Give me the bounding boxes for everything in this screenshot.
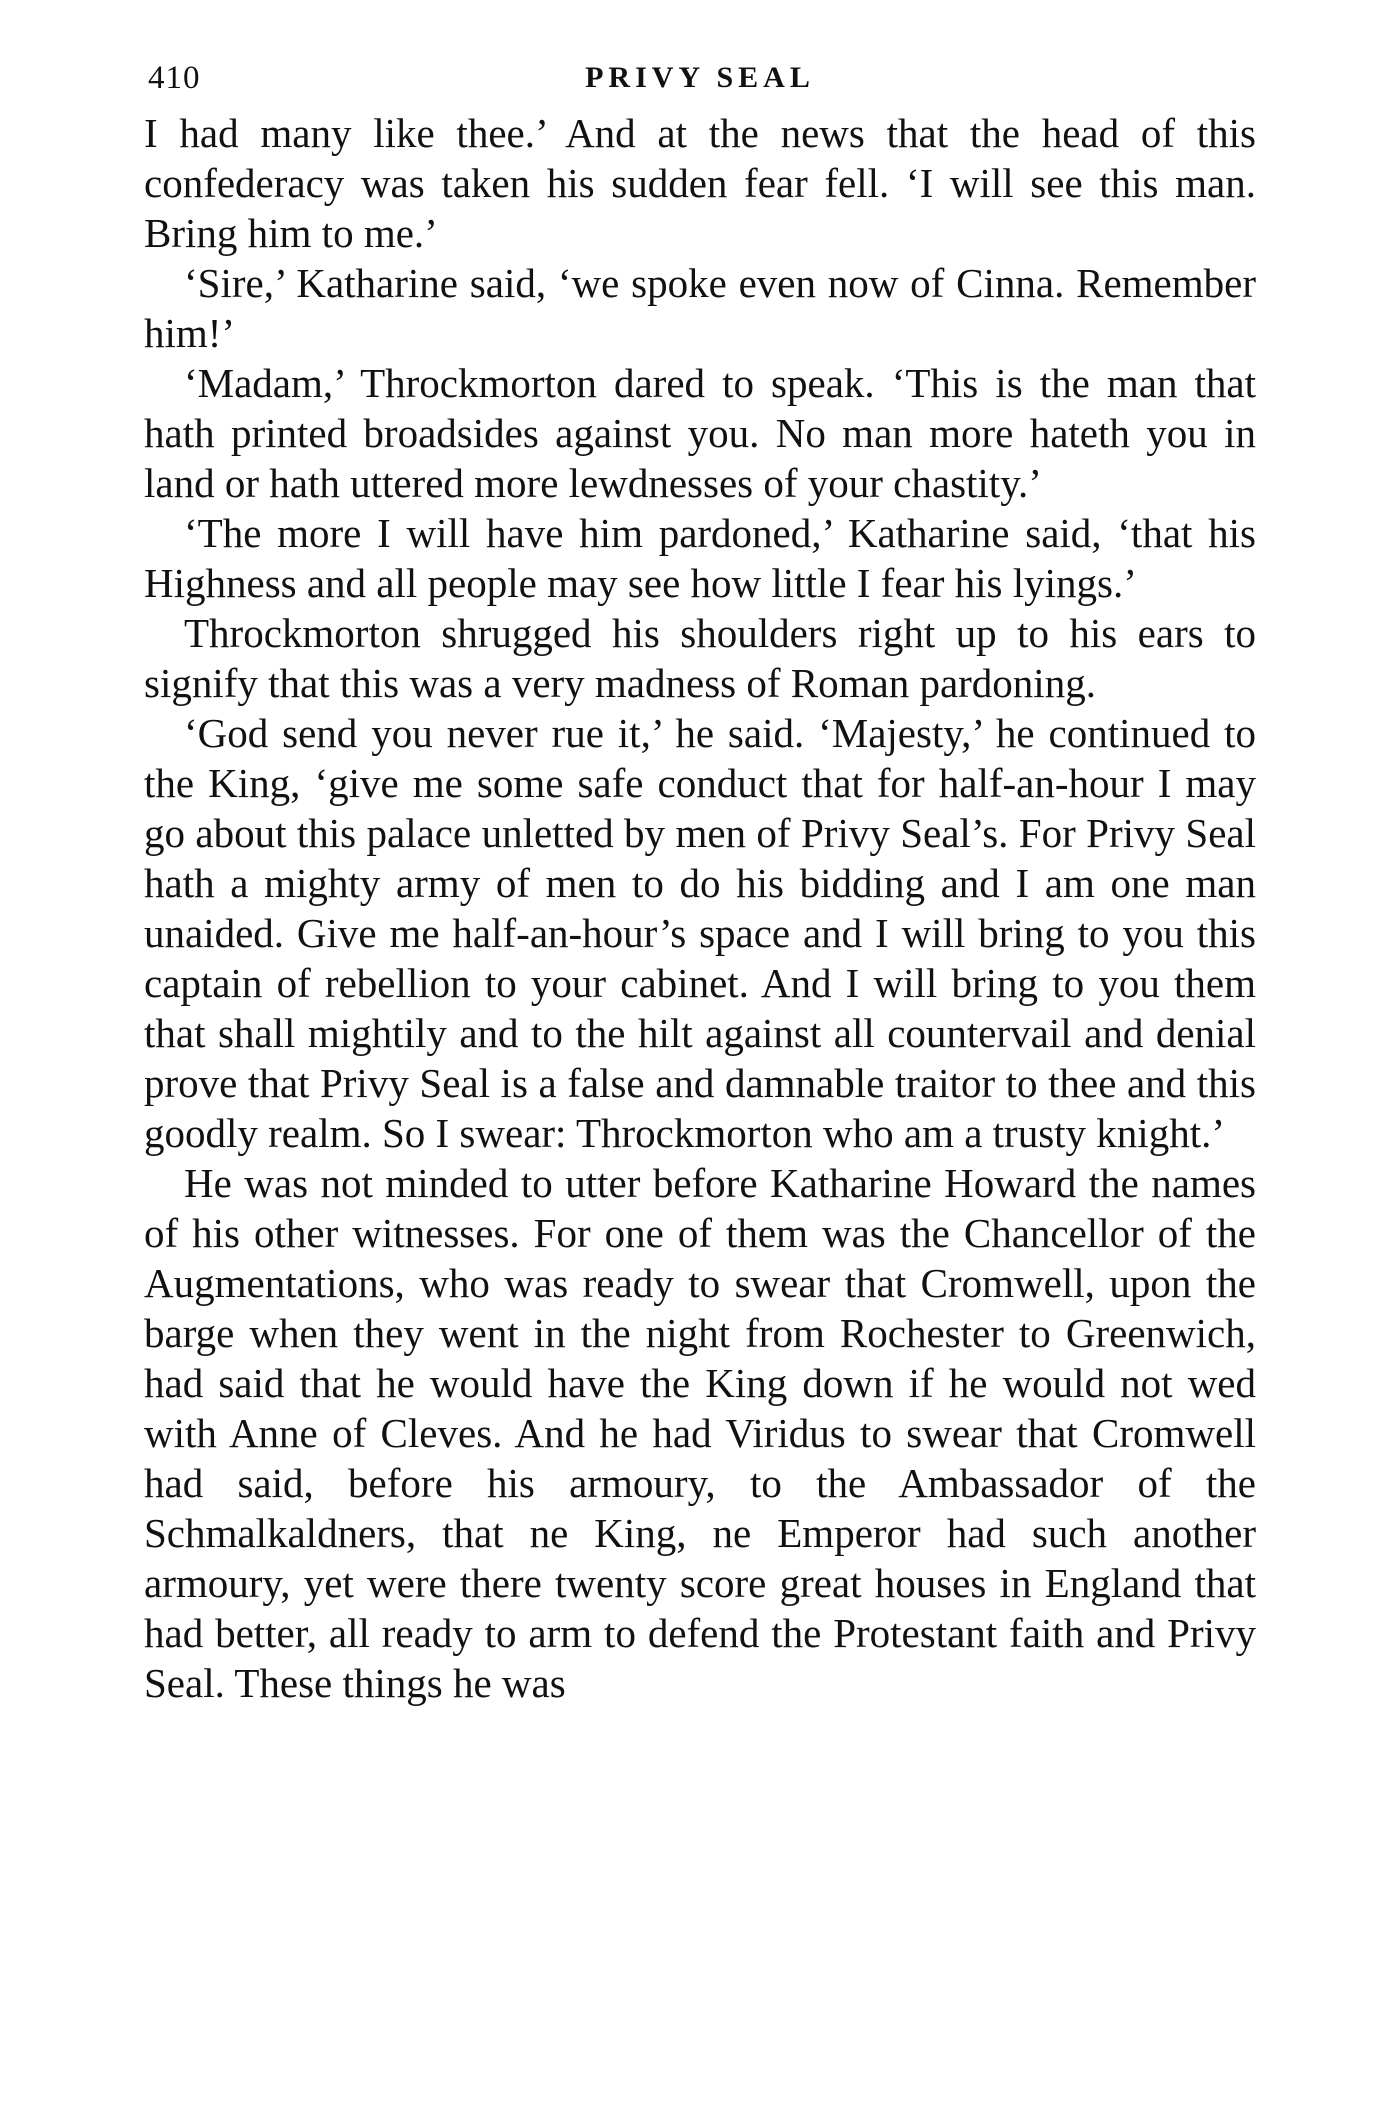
paragraph: ‘Sire,’ Katharine said, ‘we spoke even now of Cinna. Remember him!’ bbox=[144, 260, 1256, 356]
paragraph-continuation: I had many like thee.’ And at the news that the head of this confederacy was taken his sudden fear fell. ‘I will see this man. Bring him to me.’ bbox=[144, 110, 1256, 256]
body-text bbox=[144, 108, 1256, 1708]
page-number: 410 bbox=[148, 60, 201, 96]
running-head bbox=[144, 48, 1256, 108]
paragraph: ‘God send you never rue it,’ he said. ‘Majesty,’ he continued to the King, ‘give me some safe conduct that for half-an-hour I may go about this palace unletted by men of Privy Seal’s. For Privy Seal hath a mighty army of men to do his bidding and I am one man unaided. Give me half-an-hour’s space and I will bring to you this captain of rebellion to your cabinet. And I will bring to you them that shall mightily and to the hilt against all countervail and denial prove that Privy Seal is a false and damnable traitor to thee and this goodly realm. So I swear: Throckmorton who am a trusty knight.’ bbox=[144, 710, 1256, 1156]
running-title: PRIVY SEAL bbox=[585, 61, 815, 94]
paragraph: He was not minded to utter before Katharine Howard the names of his other witnesses. For one of them was the Chancellor of the Augmentations, who was ready to swear that Cromwell, upon the barge when they went in the night from Rochester to Greenwich, had said that he would have the King down if he would not wed with Anne of Cleves. And he had Viridus to swear that Cromwell had said, before his armoury, to the Ambassador of the Schmalkaldners, that ne King, ne Emperor had such another armoury, yet were there twenty score great houses in England that had better, all ready to arm to defend the Protestant faith and Privy Seal. These things he was bbox=[144, 1160, 1256, 1706]
paragraph: Throckmorton shrugged his shoulders right up to his ears to signify that this was a very madness of Roman pardoning. bbox=[144, 610, 1256, 706]
paragraph: ‘The more I will have him pardoned,’ Katharine said, ‘that his Highness and all people may see how little I fear his lyings.’ bbox=[144, 510, 1256, 606]
book-page bbox=[144, 48, 1256, 1708]
paragraph: ‘Madam,’ Throckmorton dared to speak. ‘This is the man that hath printed broadsides against you. No man more hateth you in land or hath uttered more lewdnesses of your chastity.’ bbox=[144, 360, 1256, 506]
